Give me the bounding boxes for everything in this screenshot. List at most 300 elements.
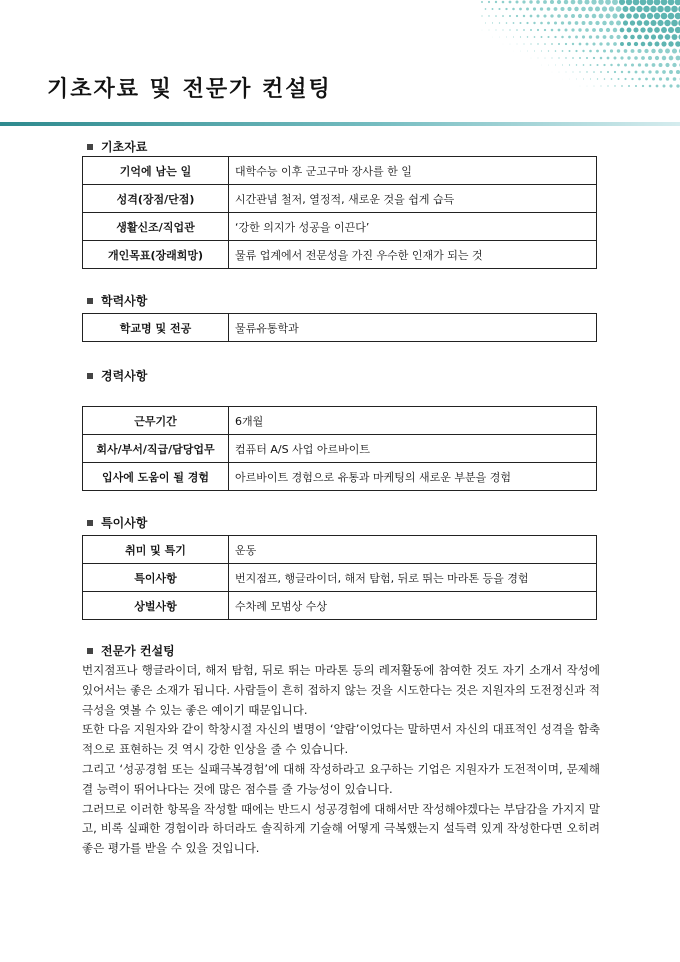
- halftone-dot: [640, 0, 647, 5]
- halftone-dot: [624, 64, 627, 67]
- halftone-dot: [630, 20, 635, 25]
- halftone-dot: [520, 22, 522, 24]
- halftone-dot: [512, 8, 515, 11]
- halftone-dot: [649, 85, 652, 88]
- halftone-dot: [588, 7, 593, 12]
- halftone-dot: [599, 28, 603, 32]
- halftone-dot: [675, 0, 680, 5]
- halftone-dot: [594, 86, 595, 87]
- consulting-paragraph: 그리고 ‘성공경험 또는 실패극복경험’에 대해 작성하라고 요구하는 기업은 지원자가 도전적이며, 문제해결 능력이 뛰어나다는 것에 많은 점수를 줄 가능성이 있습니다.: [82, 761, 600, 796]
- halftone-dot: [529, 0, 532, 3]
- halftone-dot: [606, 28, 610, 32]
- section-heading-text: 학력사항: [101, 294, 148, 308]
- halftone-dot: [673, 77, 677, 81]
- halftone-dot: [586, 43, 589, 46]
- halftone-dot: [593, 57, 595, 59]
- halftone-dot: [600, 57, 603, 60]
- halftone-dot: [561, 21, 564, 24]
- halftone-dot: [655, 56, 659, 60]
- halftone-dot: [564, 0, 568, 4]
- halftone-dot: [675, 41, 680, 47]
- halftone-dot: [676, 84, 679, 87]
- halftone-dot: [604, 78, 606, 80]
- halftone-dot: [661, 27, 667, 33]
- halftone-dot: [661, 41, 666, 46]
- halftone-dot: [600, 85, 601, 86]
- halftone-dot: [658, 34, 663, 39]
- halftone-dot: [585, 28, 589, 32]
- halftone-dot: [672, 63, 676, 67]
- halftone-dot: [509, 29, 510, 30]
- table-row: [83, 213, 597, 241]
- halftone-dot: [534, 51, 535, 52]
- halftone-dot: [623, 6, 629, 12]
- halftone-dot: [656, 85, 659, 88]
- section-heading-special: [87, 514, 147, 531]
- halftone-dot: [558, 29, 561, 32]
- halftone-dot: [564, 14, 568, 18]
- halftone-dot: [575, 50, 577, 52]
- halftone-dot: [492, 22, 493, 23]
- halftone-dot: [657, 6, 664, 13]
- halftone-dot: [568, 36, 571, 39]
- halftone-dot: [561, 36, 564, 39]
- section-heading-text: 전문가 컨설팅: [101, 644, 175, 658]
- row-value: 수차례 모범상 수상: [229, 592, 597, 620]
- halftone-dot: [555, 50, 557, 52]
- halftone-dot: [544, 43, 546, 45]
- section-heading-basic: [87, 138, 147, 155]
- halftone-dot: [485, 8, 487, 10]
- halftone-dot: [530, 15, 533, 18]
- halftone-dot: [645, 63, 649, 67]
- halftone-dot: [668, 13, 675, 20]
- halftone-dot: [607, 71, 609, 73]
- halftone-dot: [592, 14, 597, 19]
- halftone-dot: [640, 27, 645, 32]
- bullet-square-icon: [87, 298, 93, 304]
- table-row: [83, 435, 597, 463]
- halftone-dot: [603, 64, 605, 66]
- halftone-dot: [610, 64, 612, 66]
- halftone-dot: [579, 57, 581, 59]
- halftone-dot: [654, 13, 660, 19]
- halftone-dot: [595, 21, 599, 25]
- halftone-dot: [509, 1, 512, 4]
- halftone-dot: [537, 43, 538, 44]
- halftone-dot: [579, 71, 580, 72]
- halftone-dot: [671, 20, 678, 27]
- row-label: 특이사항: [83, 564, 229, 592]
- table-row: [83, 241, 597, 269]
- halftone-dot: [631, 63, 634, 66]
- halftone-dot: [602, 21, 607, 26]
- halftone-dot: [611, 78, 613, 80]
- halftone-dot: [599, 14, 604, 19]
- halftone-dot: [557, 14, 561, 18]
- row-value: 운동: [229, 536, 597, 564]
- halftone-dot: [607, 85, 608, 86]
- halftone-dot: [606, 14, 611, 19]
- halftone-dot: [545, 58, 546, 59]
- halftone-dot: [602, 6, 607, 11]
- halftone-dot: [583, 64, 585, 66]
- halftone-dot: [540, 22, 543, 25]
- halftone-dot: [627, 56, 630, 59]
- row-label: 개인목표(장래희망): [83, 241, 229, 269]
- halftone-dot: [614, 85, 615, 86]
- halftone-dot: [642, 85, 644, 87]
- halftone-dot: [505, 8, 507, 10]
- halftone-dot: [648, 56, 652, 60]
- career-table: [82, 406, 597, 491]
- halftone-dot: [537, 15, 540, 18]
- halftone-dot: [644, 49, 648, 53]
- row-label: 취미 및 특기: [83, 536, 229, 564]
- row-value: 6개월: [229, 407, 597, 435]
- halftone-dot: [665, 63, 669, 67]
- halftone-dot: [569, 50, 571, 52]
- row-value: 시간관념 철저, 열정적, 새로운 것을 쉽게 습득: [229, 185, 597, 213]
- section-heading-text: 특이사항: [101, 516, 148, 530]
- halftone-dot: [610, 35, 614, 39]
- halftone-dot: [547, 36, 549, 38]
- halftone-dot: [551, 43, 553, 45]
- halftone-dot: [661, 13, 668, 20]
- halftone-dot: [640, 13, 646, 19]
- halftone-dot: [527, 36, 528, 37]
- halftone-dot: [571, 28, 574, 31]
- halftone-dot: [568, 21, 571, 24]
- halftone-dot: [600, 71, 602, 73]
- halftone-dot: [569, 64, 570, 65]
- halftone-dot: [591, 0, 596, 5]
- halftone-dot: [590, 78, 591, 79]
- halftone-dot: [633, 0, 640, 5]
- halftone-dot: [551, 29, 554, 32]
- halftone-dot: [616, 21, 621, 26]
- halftone-dot: [506, 37, 507, 38]
- halftone-dot: [631, 78, 633, 80]
- halftone-dot: [516, 1, 519, 4]
- halftone-dot: [495, 15, 497, 17]
- education-table: [82, 313, 597, 342]
- halftone-dot: [557, 0, 561, 4]
- row-label: 회사/부서/직급/담당업무: [83, 435, 229, 463]
- bullet-square-icon: [87, 144, 93, 150]
- section-heading-text: 기초자료: [101, 140, 148, 154]
- halftone-dot: [585, 14, 589, 18]
- halftone-dot: [510, 44, 511, 45]
- halftone-dot: [541, 36, 543, 38]
- halftone-decoration: [480, 0, 680, 90]
- table-row: [83, 314, 597, 342]
- table-row: [83, 407, 597, 435]
- halftone-dot: [652, 63, 656, 67]
- halftone-dot: [671, 6, 678, 13]
- halftone-dot: [489, 30, 490, 31]
- halftone-dot: [668, 0, 675, 5]
- halftone-dot: [573, 72, 574, 73]
- halftone-dot: [499, 22, 500, 23]
- halftone-dot: [574, 7, 578, 11]
- halftone-dot: [620, 42, 624, 46]
- halftone-dot: [537, 29, 539, 31]
- halftone-dot: [641, 42, 646, 47]
- halftone-dot: [578, 0, 583, 4]
- halftone-dot: [663, 85, 666, 88]
- halftone-dot: [655, 42, 660, 47]
- halftone-dot: [612, 0, 618, 5]
- halftone-dot: [633, 27, 638, 32]
- row-label: 성격(장점/단점): [83, 185, 229, 213]
- halftone-dot: [516, 29, 518, 31]
- halftone-dot: [599, 42, 602, 45]
- halftone-dot: [598, 0, 604, 5]
- halftone-dot: [634, 42, 638, 46]
- halftone-dot: [661, 0, 668, 5]
- halftone-dot: [534, 36, 536, 38]
- halftone-dot: [558, 57, 559, 58]
- halftone-dot: [575, 21, 579, 25]
- halftone-dot: [621, 71, 623, 73]
- halftone-dot: [524, 44, 525, 45]
- halftone-dot: [657, 20, 663, 26]
- halftone-dot: [595, 6, 600, 11]
- halftone-dot: [605, 0, 611, 5]
- halftone-dot: [572, 43, 574, 45]
- table-row: [83, 185, 597, 213]
- halftone-dot: [581, 7, 586, 12]
- halftone-dot: [517, 44, 518, 45]
- halftone-dot: [633, 13, 639, 19]
- halftone-dot: [523, 29, 525, 31]
- halftone-dot: [637, 20, 643, 26]
- halftone-dot: [616, 6, 622, 12]
- halftone-dot: [629, 6, 635, 12]
- table-row: [83, 564, 597, 592]
- halftone-dot: [578, 14, 582, 18]
- halftone-dot: [644, 20, 650, 26]
- halftone-dot: [566, 72, 567, 73]
- row-value: ‘강한 의지가 성공을 이끈다’: [229, 213, 597, 241]
- halftone-dot: [643, 6, 650, 13]
- halftone-dot: [647, 0, 654, 5]
- halftone-dot: [544, 29, 546, 31]
- halftone-dot: [628, 71, 631, 74]
- halftone-dot: [609, 6, 614, 11]
- halftone-dot: [526, 8, 529, 11]
- halftone-dot: [579, 43, 582, 46]
- halftone-dot: [520, 51, 521, 52]
- halftone-dot: [637, 35, 642, 40]
- table-row: [83, 592, 597, 620]
- halftone-dot: [635, 71, 638, 74]
- halftone-dot: [526, 22, 528, 24]
- table-row: [83, 157, 597, 185]
- halftone-dot: [617, 49, 620, 52]
- halftone-dot: [520, 36, 521, 37]
- halftone-dot: [547, 7, 551, 11]
- halftone-dot: [562, 50, 564, 52]
- halftone-dot: [651, 34, 656, 39]
- halftone-dot: [588, 21, 592, 25]
- halftone-dot: [548, 65, 549, 66]
- bullet-square-icon: [87, 520, 93, 526]
- halftone-dot: [502, 29, 503, 30]
- section-heading-text: 경력사항: [101, 369, 148, 383]
- halftone-dot: [555, 65, 556, 66]
- row-value: 번지점프, 행글라이더, 해저 탐험, 뒤로 뛰는 마라톤 등을 경험: [229, 564, 597, 592]
- section-heading-education: [87, 292, 147, 309]
- halftone-dot: [662, 70, 666, 74]
- halftone-dot: [536, 0, 540, 4]
- halftone-dot: [567, 7, 571, 11]
- halftone-dot: [533, 22, 535, 24]
- halftone-dot: [548, 50, 549, 51]
- halftone-dot: [582, 35, 585, 38]
- consulting-paragraph: 번지점프나 행글라이더, 해저 탐험, 뒤로 뛰는 마라톤 등의 레저활동에 참여한 것도 자기 소개서 작성에 있어서는 좋은 소재가 됩니다. 사람들이 흔히 접하지 않는 것을 시도한다는 것은 지원자의 도전정신과 적극성을 엿볼 수 있는 좋은 예이기 때문입니다.: [82, 663, 600, 717]
- halftone-dot: [638, 63, 641, 66]
- halftone-dot: [519, 8, 522, 11]
- halftone-dot: [492, 8, 494, 10]
- halftone-dot: [624, 78, 626, 80]
- halftone-dot: [550, 0, 554, 4]
- halftone-dot: [513, 22, 515, 24]
- row-label: 상벌사항: [83, 592, 229, 620]
- special-table: [82, 535, 597, 620]
- halftone-dot: [543, 0, 547, 4]
- row-label: 생활신조/직업관: [83, 213, 229, 241]
- halftone-dot: [582, 21, 586, 25]
- halftone-dot: [650, 6, 657, 13]
- page-title: 기초자료 및 전문가 컨설팅: [47, 77, 332, 102]
- halftone-dot: [659, 77, 662, 80]
- halftone-dot: [565, 29, 568, 32]
- halftone-dot: [652, 78, 655, 81]
- basic-info-table: [82, 156, 597, 269]
- halftone-dot: [562, 65, 563, 66]
- halftone-dot: [647, 27, 653, 33]
- halftone-dot: [654, 27, 660, 33]
- halftone-dot: [641, 70, 644, 73]
- halftone-dot: [664, 6, 671, 13]
- halftone-dot: [565, 43, 567, 45]
- halftone-dot: [538, 58, 539, 59]
- section-heading-consulting: [87, 642, 175, 659]
- halftone-dot: [547, 22, 550, 25]
- halftone-dot: [627, 42, 631, 46]
- halftone-dot: [540, 7, 543, 10]
- halftone-dot: [527, 51, 528, 52]
- halftone-dot: [659, 63, 663, 67]
- halftone-dot: [593, 71, 595, 73]
- halftone-dot: [551, 57, 552, 58]
- halftone-dot: [624, 49, 628, 53]
- halftone-dot: [621, 85, 623, 87]
- halftone-dot: [592, 42, 595, 45]
- halftone-dot: [638, 78, 641, 81]
- halftone-dot: [561, 7, 565, 11]
- halftone-dot: [522, 0, 525, 3]
- halftone-dot: [597, 78, 598, 79]
- halftone-dot: [636, 6, 642, 12]
- halftone-dot: [596, 35, 600, 39]
- bullet-square-icon: [87, 373, 93, 379]
- halftone-dot: [506, 22, 508, 24]
- halftone-dot: [488, 1, 490, 3]
- halftone-dot: [533, 7, 536, 10]
- halftone-dot: [589, 50, 592, 53]
- halftone-dot: [668, 41, 673, 46]
- halftone-dot: [658, 49, 663, 54]
- halftone-dot: [675, 27, 680, 33]
- halftone-dot: [620, 28, 625, 33]
- halftone-dot: [502, 15, 504, 17]
- halftone-dot: [481, 15, 482, 16]
- halftone-dot: [499, 37, 500, 38]
- consulting-paragraph: 또한 다음 지원자와 같이 학창시절 자신의 별명이 ‘얄람’이었다는 말하면서 자신의 대표적인 성격을 함축적으로 표현하는 것 역시 강한 인상을 줄 수 있습니다.: [82, 722, 600, 757]
- consulting-body: [82, 661, 600, 859]
- halftone-dot: [676, 70, 680, 74]
- halftone-dot: [648, 42, 653, 47]
- row-label: 기억에 남는 일: [83, 157, 229, 185]
- halftone-dot: [668, 27, 674, 33]
- halftone-dot: [655, 70, 658, 73]
- halftone-dot: [554, 21, 557, 24]
- bullet-square-icon: [87, 648, 93, 654]
- halftone-dot: [607, 57, 610, 60]
- halftone-dot: [523, 15, 525, 17]
- halftone-dot: [543, 14, 546, 17]
- halftone-dot: [666, 77, 669, 80]
- halftone-dot: [516, 15, 518, 17]
- halftone-dot: [596, 64, 598, 66]
- title-divider: [0, 122, 680, 126]
- halftone-dot: [628, 85, 630, 87]
- halftone-dot: [565, 57, 566, 58]
- halftone-dot: [481, 1, 483, 3]
- halftone-dot: [502, 1, 505, 4]
- halftone-dot: [586, 71, 587, 72]
- halftone-dot: [592, 28, 596, 32]
- halftone-dot: [572, 57, 574, 59]
- halftone-dot: [672, 34, 678, 40]
- halftone-dot: [603, 35, 607, 39]
- halftone-dot: [513, 36, 514, 37]
- halftone-dot: [637, 49, 641, 53]
- halftone-dot: [485, 23, 486, 24]
- halftone-dot: [635, 85, 637, 87]
- halftone-dot: [616, 35, 620, 39]
- halftone-dot: [626, 0, 632, 5]
- halftone-dot: [651, 49, 655, 53]
- halftone-dot: [665, 34, 671, 40]
- row-value: 물류 업계에서 전문성을 가진 우수한 인재가 되는 것: [229, 241, 597, 269]
- halftone-dot: [669, 56, 674, 61]
- halftone-dot: [496, 30, 497, 31]
- halftone-dot: [576, 64, 577, 65]
- halftone-dot: [644, 34, 649, 39]
- halftone-dot: [530, 43, 531, 44]
- halftone-dot: [651, 20, 657, 26]
- halftone-dot: [641, 56, 645, 60]
- halftone-dot: [609, 21, 614, 26]
- halftone-dot: [584, 0, 589, 5]
- halftone-dot: [613, 28, 617, 32]
- halftone-dot: [623, 35, 627, 39]
- halftone-dot: [559, 72, 560, 73]
